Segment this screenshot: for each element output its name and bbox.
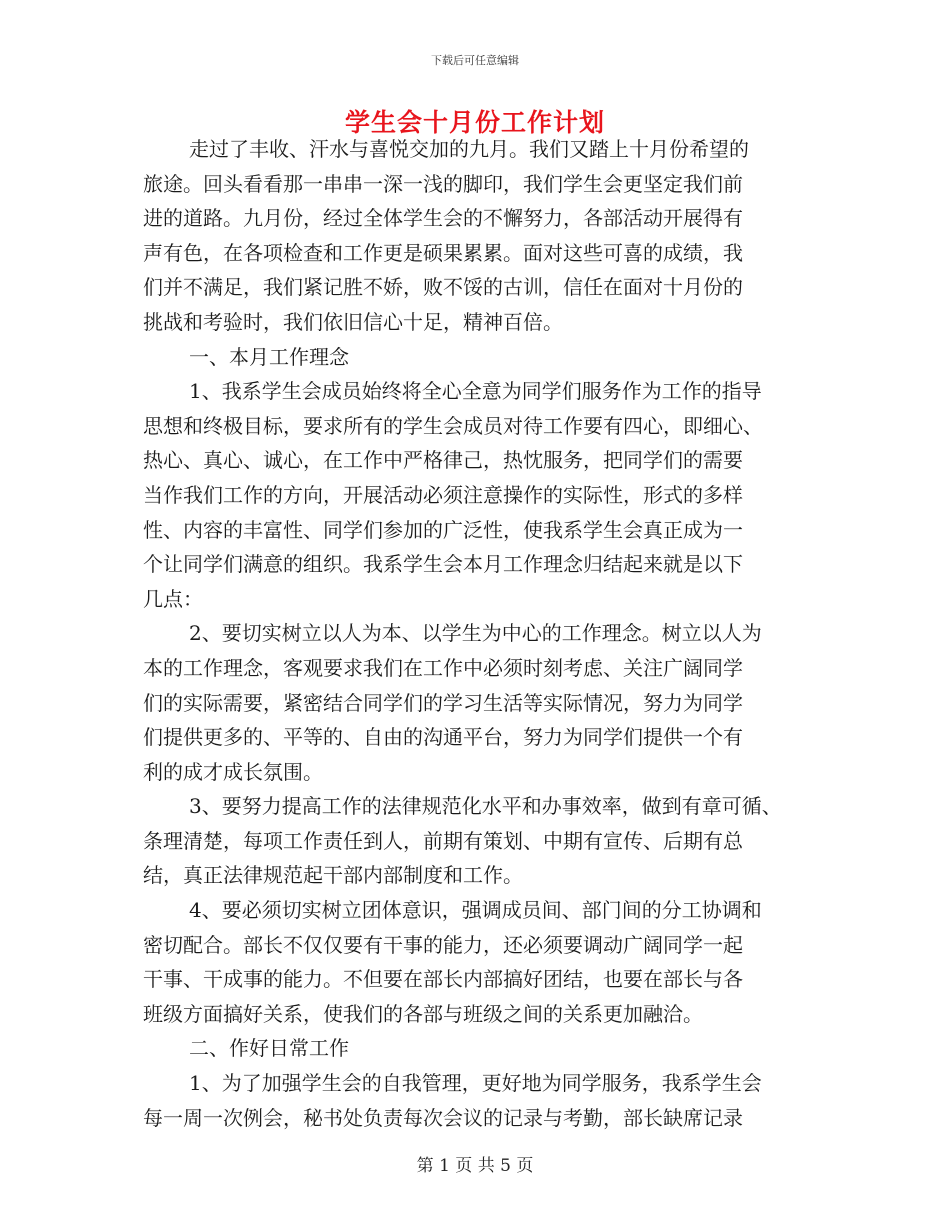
text-line: 条理清楚，每项工作责任到人，前期有策划、中期有宣传、后期有总	[143, 828, 743, 853]
text-line: 干事、干成事的能力。不但要在部长内部搞好团结，也要在部长与各	[143, 967, 743, 992]
page-header-note: 下载后可任意编辑	[431, 54, 519, 67]
text-line: 热心、真心、诚心，在工作中严格律己，热忱服务，把同学们的需要	[143, 448, 743, 473]
paragraph	[143, 340, 805, 375]
page-number: 第 1 页 共 5 页	[416, 1156, 534, 1176]
paragraph	[143, 893, 805, 1031]
text-line: 3、要努力提高工作的法律规范化水平和办事效率，做到有章可循、	[189, 794, 782, 819]
text-line: 挑战和考验时，我们依旧信心十足，精神百倍。	[143, 309, 563, 334]
text-line: 利的成才成长氛围。	[143, 759, 323, 784]
text-line: 1、我系学生会成员始终将全心全意为同学们服务作为工作的指导	[189, 379, 762, 404]
text-line: 2、要切实树立以人为本、以学生为中心的工作理念。树立以人为	[189, 621, 762, 646]
paragraph	[143, 1066, 805, 1135]
text-line: 结，真正法律规范起干部内部制度和工作。	[143, 863, 523, 888]
paragraph	[143, 616, 805, 789]
text-line: 旅途。回头看看那一串串一深一浅的脚印，我们学生会更坚定我们前	[143, 171, 743, 196]
text-line: 密切配合。部长不仅仅要有干事的能力，还必须要调动广阔同学一起	[143, 932, 743, 957]
paragraph	[143, 789, 805, 893]
text-line: 1、为了加强学生会的自我管理，更好地为同学服务，我系学生会	[189, 1071, 762, 1096]
text-line: 思想和终极目标，要求所有的学生会成员对待工作要有四心，即细心、	[143, 413, 763, 438]
text-line: 进的道路。九月份，经过全体学生会的不懈努力，各部活动开展得有	[143, 206, 743, 231]
text-line: 几点：	[143, 586, 203, 611]
text-line: 当作我们工作的方向，开展活动必须注意操作的实际性，形式的多样	[143, 482, 743, 507]
text-line: 们并不满足，我们紧记胜不娇，败不馁的古训，信任在面对十月份的	[143, 275, 743, 300]
text-line: 本的工作理念，客观要求我们在工作中必须时刻考虑、关注广阔同学	[143, 655, 743, 680]
text-line: 4、要必须切实树立团体意识，强调成员间、部门间的分工协调和	[189, 898, 762, 923]
document-body	[143, 132, 805, 1135]
text-line: 班级方面搞好关系，使我们的各部与班级之间的关系更加融洽。	[143, 1001, 703, 1026]
text-line: 每一周一次例会，秘书处负责每次会议的记录与考勤，部长缺席记录	[143, 1105, 743, 1130]
text-line: 走过了丰收、汗水与喜悦交加的九月。我们又踏上十月份希望的	[189, 137, 749, 161]
paragraph	[143, 374, 805, 616]
text-line: 个让同学们满意的组织。我系学生会本月工作理念归结起来就是以下	[143, 552, 743, 577]
text-line: 一、本月工作理念	[189, 344, 349, 369]
text-line: 声有色，在各项检查和工作更是硕果累累。面对这些可喜的成绩，我	[143, 240, 743, 265]
text-line: 二、作好日常工作	[189, 1036, 349, 1061]
paragraph	[143, 132, 805, 340]
text-line: 们提供更多的、平等的、自由的沟通平台，努力为同学们提供一个有	[143, 725, 743, 750]
document-title: 学生会十月份工作计划	[344, 108, 605, 137]
text-line: 们的实际需要，紧密结合同学们的学习生活等实际情况，努力为同学	[143, 690, 743, 715]
paragraph	[143, 1031, 805, 1066]
text-line: 性、内容的丰富性、同学们参加的广泛性，使我系学生会真正成为一	[143, 517, 743, 542]
